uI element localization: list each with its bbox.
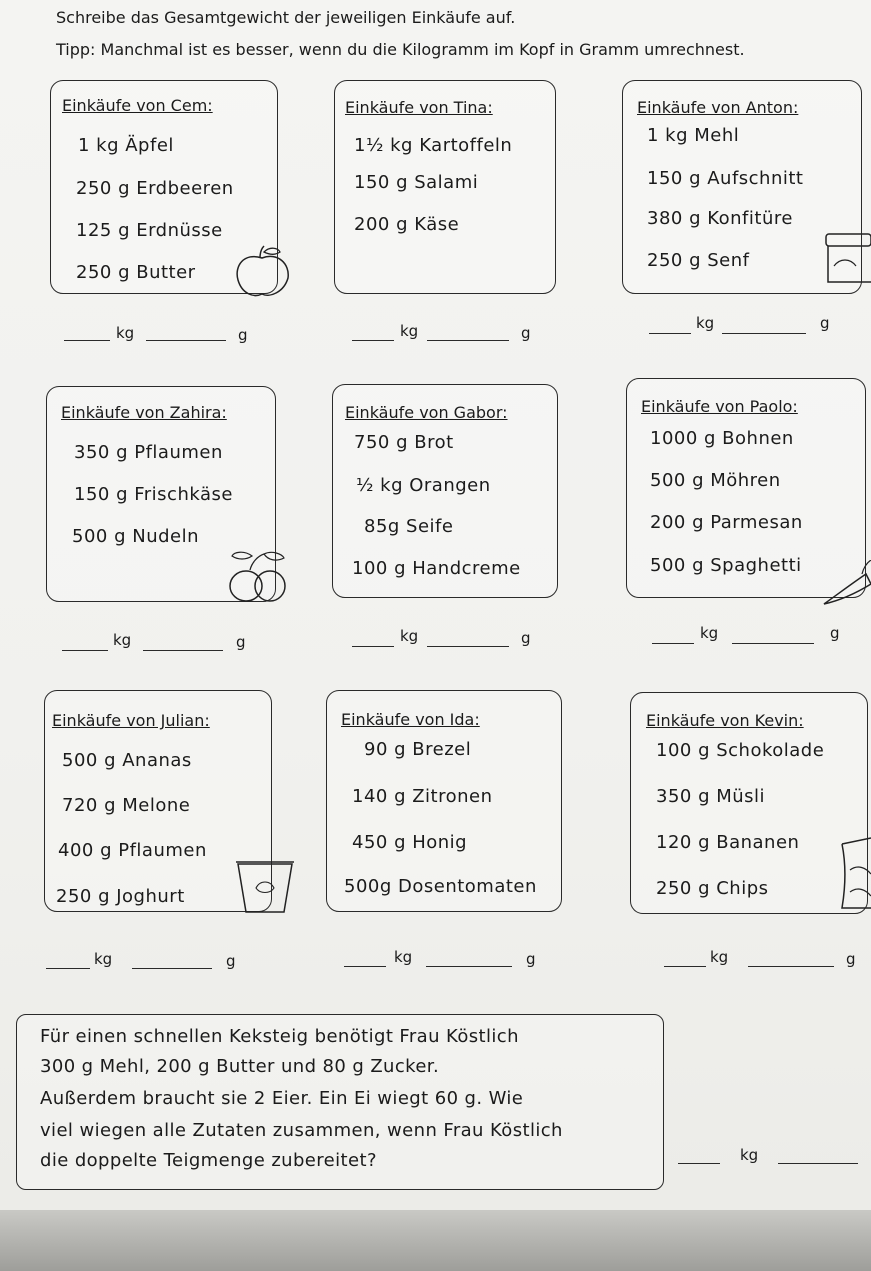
list-item: 380 g Konfitüre (647, 208, 793, 229)
box-title: Einkäufe von Gabor: (345, 403, 508, 422)
box-title: Einkäufe von Julian: (52, 711, 210, 730)
list-item: 100 g Schokolade (656, 740, 825, 761)
list-item: 125 g Erdnüsse (76, 220, 223, 241)
unit-g: g (226, 952, 236, 970)
list-item: 500g Dosentomaten (344, 876, 537, 897)
answer-blank-g[interactable] (146, 340, 226, 341)
unit-g: g (846, 950, 856, 968)
list-item: 140 g Zitronen (352, 786, 493, 807)
unit-kg: kg (740, 1146, 759, 1164)
list-item: 150 g Aufschnitt (647, 168, 804, 189)
box-title: Einkäufe von Kevin: (646, 711, 804, 730)
list-item: ½ kg Orangen (356, 475, 491, 496)
answer-blank-g[interactable] (132, 968, 212, 969)
box-title: Einkäufe von Zahira: (61, 403, 227, 422)
unit-g: g (830, 624, 840, 642)
answer-blank-kg[interactable] (64, 340, 110, 341)
word-problem-line: Außerdem braucht sie 2 Eier. Ein Ei wiegt 60 g. Wie (40, 1088, 524, 1109)
box-title: Einkäufe von Anton: (637, 98, 799, 117)
list-item: 90 g Brezel (364, 739, 472, 760)
answer-blank-g[interactable] (732, 643, 814, 644)
list-item: 250 g Joghurt (56, 886, 185, 907)
word-problem-line: Für einen schnellen Keksteig benötigt Frau Köstlich (40, 1026, 519, 1047)
unit-g: g (820, 314, 830, 332)
apple-icon (230, 244, 294, 300)
answer-blank-g[interactable] (426, 966, 512, 967)
box-title: Einkäufe von Cem: (62, 96, 213, 115)
unit-g: g (238, 326, 248, 344)
carrot-icon (818, 560, 871, 610)
unit-kg: kg (400, 322, 419, 340)
box-title: Einkäufe von Tina: (345, 98, 493, 117)
list-item: 350 g Pflaumen (74, 442, 223, 463)
list-item: 750 g Brot (354, 432, 454, 453)
answer-blank-g[interactable] (427, 340, 509, 341)
list-item: 500 g Möhren (650, 470, 781, 491)
unit-g: g (236, 633, 246, 651)
answer-blank-kg[interactable] (344, 966, 386, 967)
unit-kg: kg (400, 627, 419, 645)
plums-icon (224, 548, 290, 604)
list-item: 1000 g Bohnen (650, 428, 794, 449)
answer-blank-kg[interactable] (664, 966, 706, 967)
answer-blank-kg[interactable] (649, 333, 691, 334)
unit-kg: kg (710, 948, 729, 966)
answer-blank-g[interactable] (722, 333, 806, 334)
answer-blank-g[interactable] (748, 966, 834, 967)
list-item: 200 g Parmesan (650, 512, 803, 533)
unit-g: g (526, 950, 536, 968)
word-problem-line: viel wiegen alle Zutaten zusammen, wenn Frau Köstlich (40, 1120, 563, 1141)
jar-icon (822, 228, 871, 284)
list-item: 250 g Butter (76, 262, 196, 283)
unit-kg: kg (394, 948, 413, 966)
list-item: 150 g Frischkäse (74, 484, 233, 505)
background-surface (0, 1210, 871, 1271)
answer-blank-g[interactable] (427, 646, 509, 647)
unit-kg: kg (113, 631, 132, 649)
box-title: Einkäufe von Paolo: (641, 397, 798, 416)
list-item: 250 g Erdbeeren (76, 178, 234, 199)
answer-blank-g[interactable] (778, 1163, 858, 1164)
answer-blank-kg[interactable] (678, 1163, 720, 1164)
list-item: 720 g Melone (62, 795, 191, 816)
answer-blank-kg[interactable] (46, 968, 90, 969)
list-item: 250 g Senf (647, 250, 750, 271)
word-problem-line: die doppelte Teigmenge zubereitet? (40, 1150, 377, 1171)
instruction-line-2: Tipp: Manchmal ist es besser, wenn du die Kilogramm im Kopf in Gramm umrechnest. (56, 40, 745, 59)
list-item: 200 g Käse (354, 214, 460, 235)
unit-g: g (521, 629, 531, 647)
answer-blank-kg[interactable] (352, 646, 394, 647)
list-item: 85g Seife (364, 516, 454, 537)
unit-kg: kg (94, 950, 113, 968)
unit-g: g (521, 324, 531, 342)
list-item: 250 g Chips (656, 878, 769, 899)
answer-blank-kg[interactable] (352, 340, 394, 341)
list-item: 1½ kg Kartoffeln (354, 135, 513, 156)
list-item: 500 g Spaghetti (650, 555, 802, 576)
answer-blank-kg[interactable] (62, 650, 108, 651)
list-item: 350 g Müsli (656, 786, 766, 807)
list-item: 1 kg Äpfel (78, 135, 174, 156)
word-problem-line: 300 g Mehl, 200 g Butter und 80 g Zucker. (40, 1056, 440, 1077)
answer-blank-kg[interactable] (652, 643, 694, 644)
unit-kg: kg (696, 314, 715, 332)
list-item: 500 g Nudeln (72, 526, 200, 547)
chips-bag-icon (836, 834, 871, 914)
list-item: 400 g Pflaumen (58, 840, 207, 861)
answer-blank-g[interactable] (143, 650, 223, 651)
list-item: 450 g Honig (352, 832, 468, 853)
list-item: 1 kg Mehl (647, 125, 740, 146)
list-item: 100 g Handcreme (352, 558, 521, 579)
box-title: Einkäufe von Ida: (341, 710, 480, 729)
unit-kg: kg (700, 624, 719, 642)
yogurt-icon (234, 858, 296, 914)
instruction-line-1: Schreibe das Gesamtgewicht der jeweiligen Einkäufe auf. (56, 8, 516, 27)
list-item: 500 g Ananas (62, 750, 192, 771)
unit-kg: kg (116, 324, 135, 342)
list-item: 120 g Bananen (656, 832, 800, 853)
list-item: 150 g Salami (354, 172, 479, 193)
